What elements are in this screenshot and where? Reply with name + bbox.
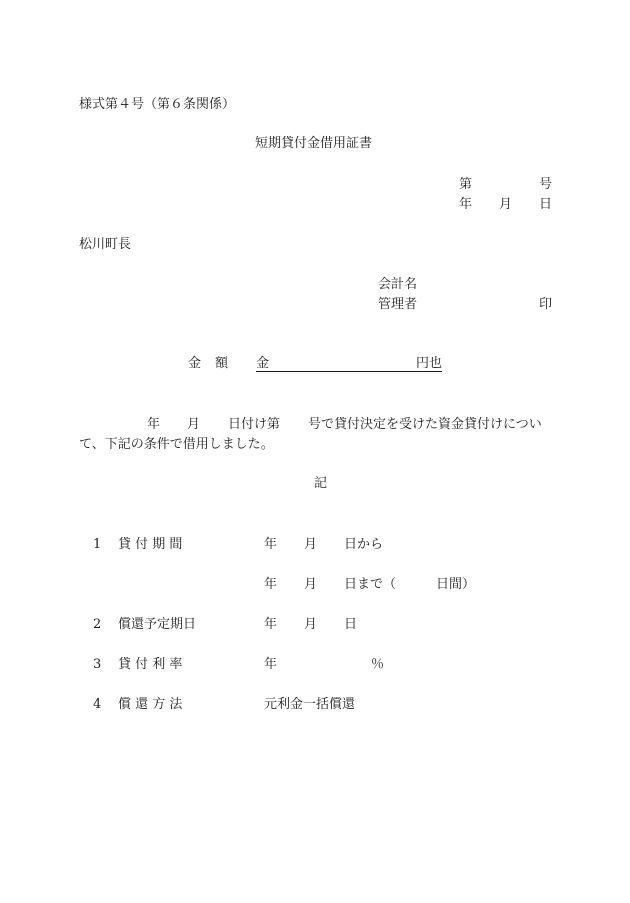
item3-year: 年 [264,657,278,672]
item1-label: 貸 付 期 間 [118,537,183,552]
amount-suffix: 円也 [415,356,442,371]
item2-label: 償還予定期日 [118,617,197,632]
seal-label: 印 [539,297,553,312]
accounting-label: 会計名 [378,277,418,292]
number-suffix: 号 [539,177,553,192]
addressee: 松川町長 [79,237,132,252]
body-day-text: 日付け第 [228,417,281,432]
amount-prefix: 金 [256,356,270,371]
document-title: 短期貸付金借用証書 [255,136,373,151]
date-year: 年 [459,197,473,212]
body-line2: て、下記の条件で借用しました。 [79,437,274,452]
item4-label: 償 還 方 法 [118,697,183,712]
item1-row2-month: 月 [304,577,318,592]
item2-year: 年 [264,617,278,632]
form-label: 様式第４号（第６条関係） [79,97,236,112]
amount-field [256,356,442,372]
item4-value: 元利金一括償還 [264,697,356,712]
item2-number: 2 [93,617,102,632]
manager-label: 管理者 [378,297,418,312]
item1-row2-days: 日間） [436,577,476,592]
item1-row2-year: 年 [264,577,278,592]
date-day: 日 [539,197,553,212]
body-month: 月 [187,417,201,432]
ki-heading: 記 [314,476,328,491]
body-year: 年 [147,417,161,432]
item1-row1-month: 月 [304,537,318,552]
item1-row2-end: 日まで（ [344,577,397,592]
item3-percent: ％ [371,657,385,672]
item3-number: 3 [93,657,102,672]
number-prefix: 第 [459,177,473,192]
item1-row1-end: 日から [344,537,384,552]
body-tail: 号で貸付決定を受けた資金貸付けについ [308,417,542,432]
item1-row1-year: 年 [264,537,278,552]
item4-number: 4 [93,697,102,712]
item2-month: 月 [304,617,318,632]
date-month: 月 [499,197,513,212]
item1-number: 1 [93,537,102,552]
amount-label-1: 金 [188,356,202,371]
item3-label: 貸 付 利 率 [118,657,183,672]
item2-day: 日 [344,617,358,632]
amount-label-2: 額 [215,356,229,371]
